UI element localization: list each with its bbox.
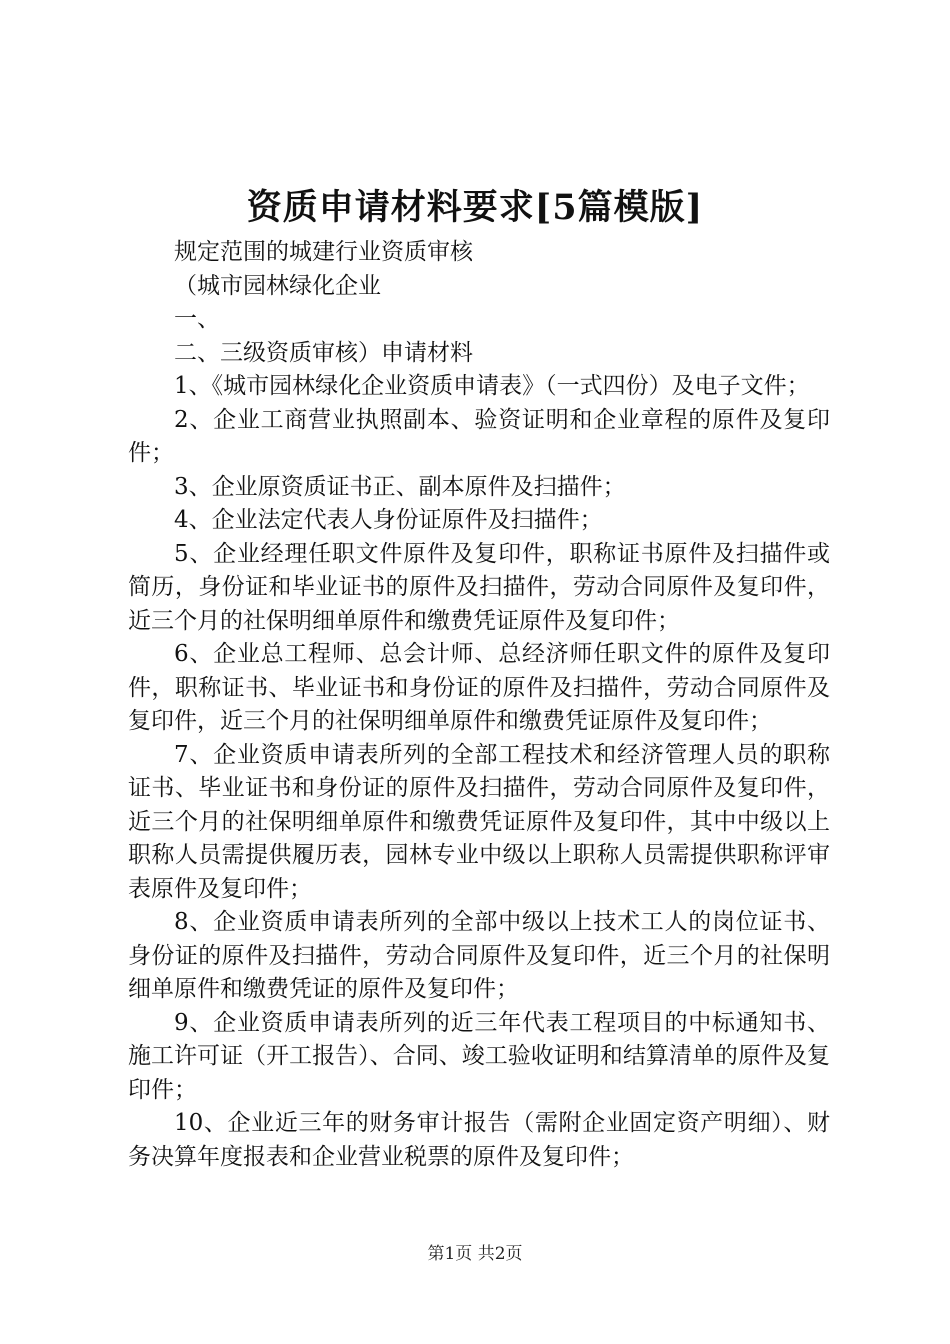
paragraph-item-7: 7、企业资质申请表所列的全部工程技术和经济管理人员的职称证书、毕业证书和身份证的原件及扫描件，劳动合同原件及复印件，近三个月的社保明细单原件和缴费凭证原件及复印件，其中中级以上职称人员需提供履历表，园林专业中级以上职称人员需提供职称评审表原件及复印件； xyxy=(128,741,830,902)
document-title: 资质申请材料要求[5篇模版] xyxy=(246,187,704,228)
paragraph-item-5: 5、企业经理任职文件原件及复印件，职称证书原件及扫描件或简历，身份证和毕业证书的原件及扫描件，劳动合同原件及复印件，近三个月的社保明细单原件和缴费凭证原件及复印件； xyxy=(128,540,830,634)
paragraph-enterprise-type: （城市园林绿化企业 xyxy=(174,272,381,299)
paragraph-grade-two-three: 二、三级资质审核）申请材料 xyxy=(174,339,473,366)
paragraph-item-8: 8、企业资质申请表所列的全部中级以上技术工人的岗位证书、身份证的原件及扫描件，劳动合同原件及复印件，近三个月的社保明细单原件和缴费凭证的原件及复印件； xyxy=(128,909,830,1002)
paragraph-item-4: 4、企业法定代表人身份证原件及扫描件； xyxy=(174,507,603,533)
page-footer: 第1页 共2页 xyxy=(427,1244,523,1264)
paragraph-item-2: 2、企业工商营业执照副本、验资证明和企业章程的原件及复印件； xyxy=(128,406,830,466)
paragraph-item-10: 10、企业近三年的财务审计报告（需附企业固定资产明细）、财务决算年度报表和企业营业税票的原件及复印件； xyxy=(128,1110,830,1170)
paragraph-item-6: 6、企业总工程师、总会计师、总经济师任职文件的原件及复印件，职称证书、毕业证书和身份证的原件及扫描件，劳动合同原件及复印件，近三个月的社保明细单原件和缴费凭证原件及复印件； xyxy=(128,641,830,734)
document-body xyxy=(128,236,830,1174)
paragraph-item-3: 3、企业原资质证书正、副本原件及扫描件； xyxy=(174,473,626,500)
paragraph-scope: 规定范围的城建行业资质审核 xyxy=(174,239,473,265)
paragraph-item-9: 9、企业资质申请表所列的近三年代表工程项目的中标通知书、施工许可证（开工报告）、合同、竣工验收证明和结算清单的原件及复印件； xyxy=(128,1009,830,1103)
paragraph-grade-one: 一、 xyxy=(174,306,220,332)
paragraph-item-1: 1、《城市园林绿化企业资质申请表》（一式四份）及电子文件； xyxy=(174,373,810,399)
